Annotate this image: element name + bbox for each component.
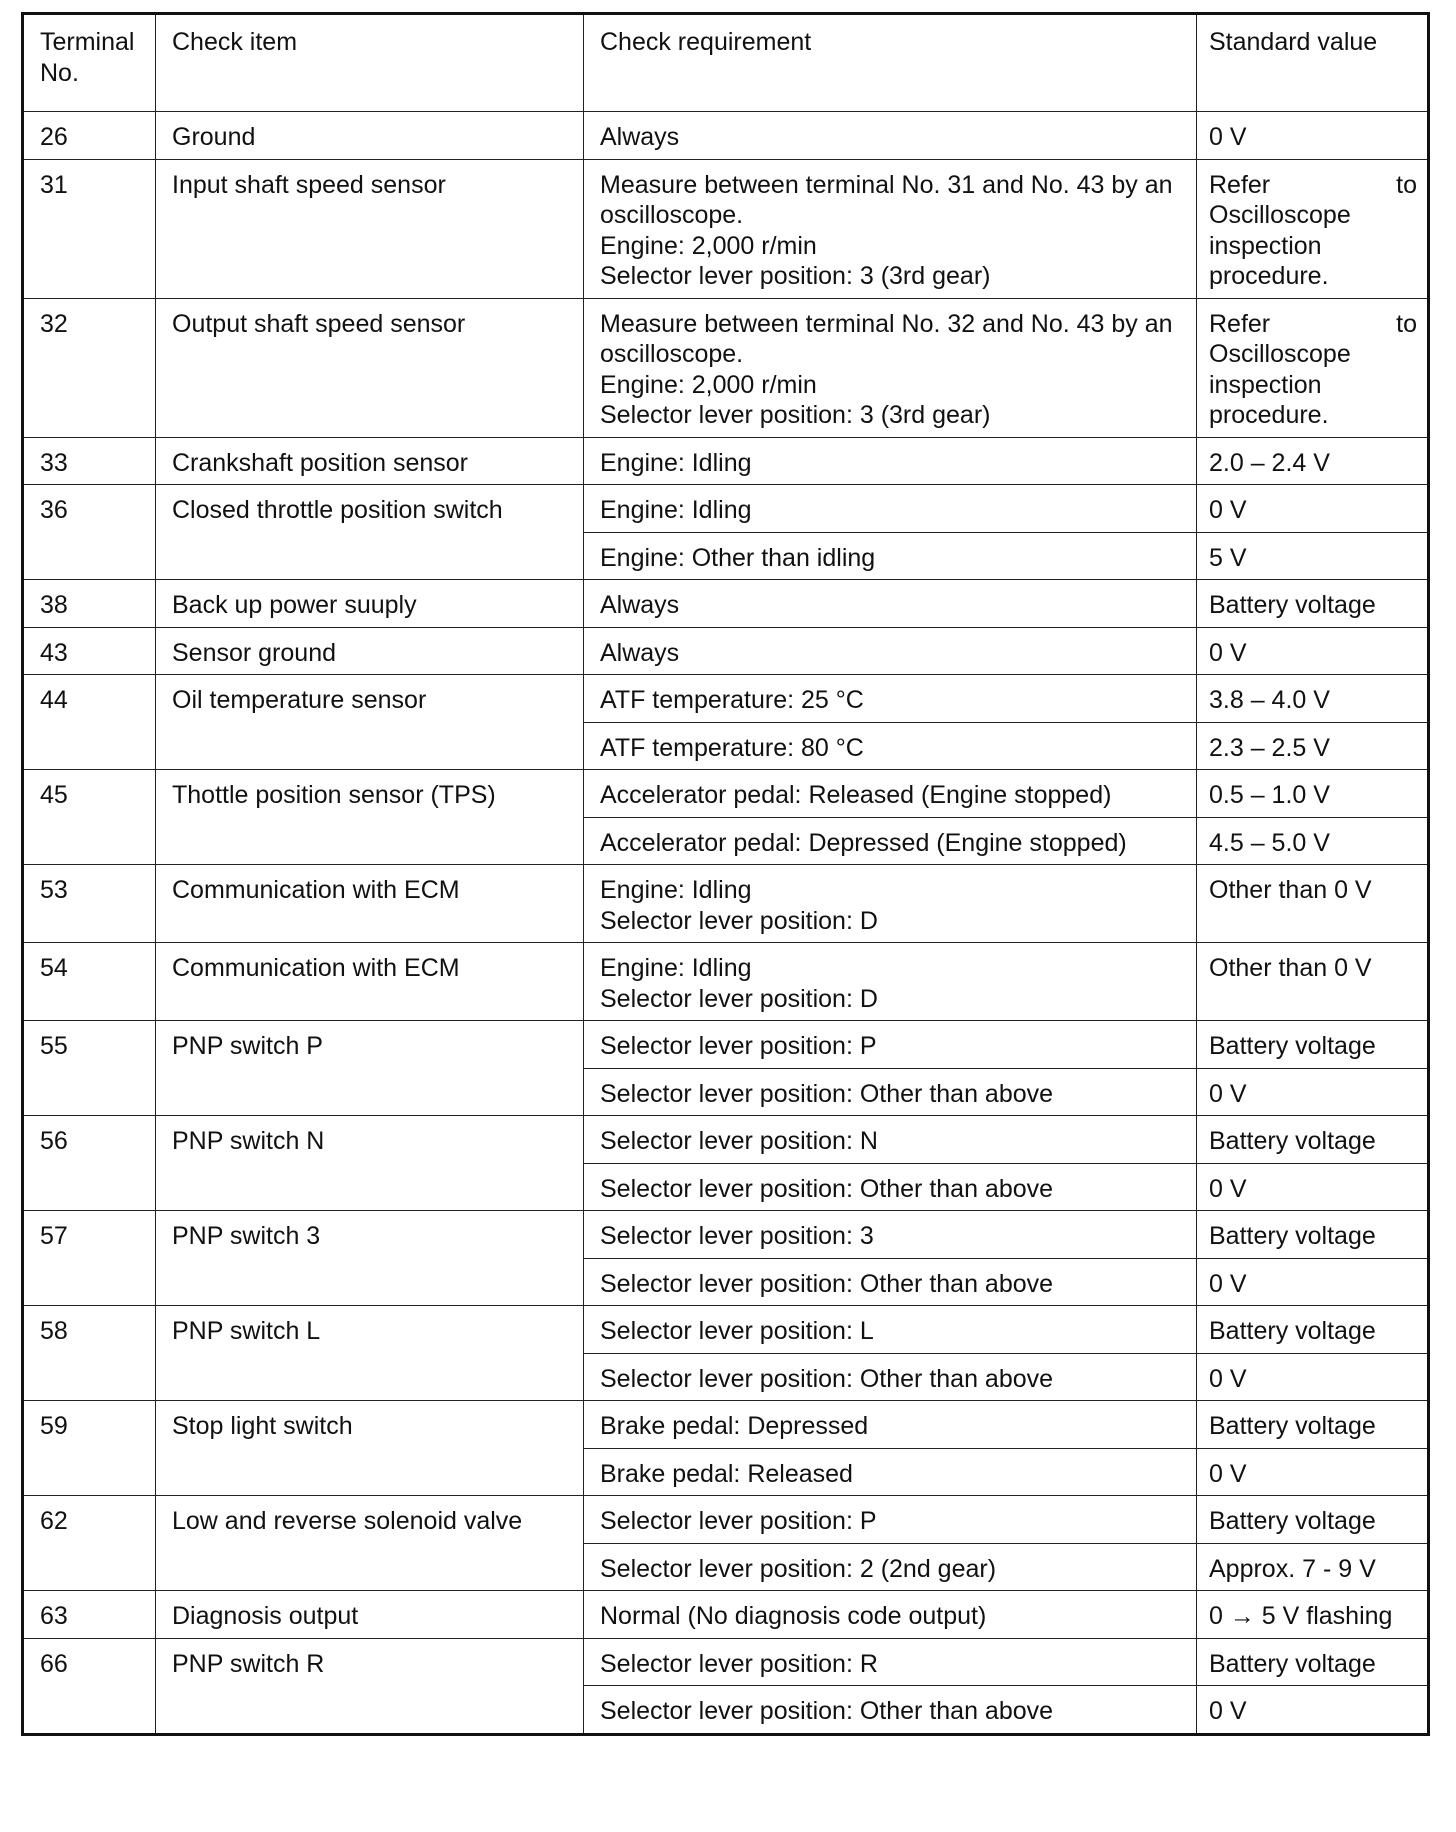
requirement-line: Selector lever position: Other than above — [600, 1364, 1054, 1393]
check-item-cell: PNP switch R — [156, 1638, 584, 1734]
table-row — [23, 1116, 1429, 1164]
terminal-no-cell: 54 — [23, 943, 156, 1021]
requirement-line: Always — [600, 591, 680, 619]
standard-value-cell: 0 V — [1197, 485, 1429, 533]
requirement-line: Selector lever position: Other than above — [600, 1079, 1054, 1108]
table-row — [23, 865, 1429, 943]
table-row — [23, 1021, 1429, 1069]
standard-value-cell: Battery voltage — [1197, 1211, 1429, 1259]
table-row — [23, 675, 1429, 723]
requirement-line: Brake pedal: Released — [600, 1459, 853, 1488]
check-requirement-cell — [584, 1306, 1197, 1354]
check-requirement-cell — [584, 1116, 1197, 1164]
standard-value-cell: 4.5 – 5.0 V — [1197, 817, 1429, 865]
check-requirement-cell — [584, 1638, 1197, 1686]
check-requirement-cell — [584, 437, 1197, 485]
standard-value-cell: 0 V — [1197, 1163, 1429, 1211]
standard-value-cell: Battery voltage — [1197, 1638, 1429, 1686]
requirement-line: Selector lever position: D — [600, 984, 878, 1013]
requirement-line: Selector lever position: L — [600, 1317, 874, 1345]
requirement-line: Accelerator pedal: Depressed (Engine stopped) — [600, 828, 1127, 857]
table-row — [23, 159, 1429, 298]
standard-value-cell: 5 V — [1197, 532, 1429, 580]
table-row — [23, 1638, 1429, 1686]
check-requirement-cell — [584, 1448, 1197, 1496]
header-terminal-line: Terminal — [40, 28, 135, 56]
table-row — [23, 485, 1429, 533]
terminal-no-cell: 26 — [23, 112, 156, 160]
check-item-cell: Low and reverse solenoid valve — [156, 1496, 584, 1591]
terminal-no-cell: 32 — [23, 298, 156, 437]
check-requirement-cell — [584, 1496, 1197, 1544]
table-row — [23, 437, 1429, 485]
check-requirement-cell — [584, 817, 1197, 865]
check-item-cell: Stop light switch — [156, 1401, 584, 1496]
check-item-cell: PNP switch N — [156, 1116, 584, 1211]
standard-value-cell: 2.0 – 2.4 V — [1197, 437, 1429, 485]
standard-value-cell: 2.3 – 2.5 V — [1197, 722, 1429, 770]
check-item-cell: Sensor ground — [156, 627, 584, 675]
check-item-cell: Communication with ECM — [156, 865, 584, 943]
table-row — [23, 298, 1429, 437]
requirement-line: Normal (No diagnosis code output) — [600, 1602, 987, 1630]
terminal-no-cell: 57 — [23, 1211, 156, 1306]
requirement-line: ATF temperature: 25 °C — [600, 686, 864, 714]
requirement-line: Always — [600, 123, 680, 151]
check-requirement-cell — [584, 1591, 1197, 1639]
requirement-line: Engine: Idling — [600, 954, 752, 982]
standard-value-cell: 0 V — [1197, 1353, 1429, 1401]
standard-value-cell: Other than 0 V — [1197, 943, 1429, 1021]
table-row — [23, 112, 1429, 160]
requirement-line: ATF temperature: 80 °C — [600, 733, 864, 762]
check-item-cell: Oil temperature sensor — [156, 675, 584, 770]
terminal-no-cell: 44 — [23, 675, 156, 770]
requirement-line: Measure between terminal No. 31 and No. 43 by an oscilloscope. — [600, 170, 1173, 229]
terminal-no-cell: 33 — [23, 437, 156, 485]
standard-value-cell: Battery voltage — [1197, 1496, 1429, 1544]
header-terminal-no — [23, 14, 156, 112]
requirement-line: Selector lever position: Other than above — [600, 1174, 1054, 1203]
requirement-line: Selector lever position: 3 (3rd gear) — [600, 262, 991, 290]
check-item-cell: PNP switch L — [156, 1306, 584, 1401]
table-row — [23, 770, 1429, 818]
check-item-cell: Ground — [156, 112, 584, 160]
check-requirement-cell — [584, 580, 1197, 628]
requirement-line: Selector lever position: 3 (3rd gear) — [600, 401, 991, 429]
check-requirement-cell — [584, 1686, 1197, 1735]
check-requirement-cell — [584, 1163, 1197, 1211]
check-requirement-cell — [584, 1021, 1197, 1069]
header-check-item: Check item — [156, 14, 584, 112]
check-item-cell: Input shaft speed sensor — [156, 159, 584, 298]
requirement-line: Engine: Idling — [600, 448, 752, 477]
table-row — [23, 1591, 1429, 1639]
check-item-cell: PNP switch 3 — [156, 1211, 584, 1306]
check-item-cell: Output shaft speed sensor — [156, 298, 584, 437]
requirement-line: Engine: Idling — [600, 496, 752, 524]
requirement-line: Engine: 2,000 r/min — [600, 370, 817, 399]
check-item-cell: Crankshaft position sensor — [156, 437, 584, 485]
requirement-line: Engine: Idling — [600, 876, 752, 904]
requirement-line: Brake pedal: Depressed — [600, 1412, 869, 1440]
standard-value-cell: Refer to Oscilloscope inspection procedure. — [1197, 298, 1429, 437]
check-requirement-cell — [584, 298, 1197, 437]
requirement-line: Selector lever position: R — [600, 1649, 878, 1678]
requirement-line: Accelerator pedal: Released (Engine stopped) — [600, 781, 1112, 809]
standard-value-cell: 3.8 – 4.0 V — [1197, 675, 1429, 723]
check-requirement-cell — [584, 112, 1197, 160]
standard-value-cell: 0.5 – 1.0 V — [1197, 770, 1429, 818]
standard-value-cell: 0 V — [1197, 1068, 1429, 1116]
requirement-line: Engine: Other than idling — [600, 543, 876, 572]
terminal-no-cell: 55 — [23, 1021, 156, 1116]
requirement-line: Selector lever position: Other than above — [600, 1269, 1054, 1298]
check-requirement-cell — [584, 627, 1197, 675]
standard-value-cell: Refer to Oscilloscope inspection procedure. — [1197, 159, 1429, 298]
terminal-check-table — [21, 12, 1430, 1736]
terminal-no-cell: 38 — [23, 580, 156, 628]
terminal-no-cell: 43 — [23, 627, 156, 675]
check-item-cell: PNP switch P — [156, 1021, 584, 1116]
standard-value-cell: 0 V — [1197, 112, 1429, 160]
requirement-line: Selector lever position: D — [600, 906, 878, 935]
check-requirement-cell — [584, 485, 1197, 533]
table-row — [23, 943, 1429, 1021]
table-header — [23, 14, 1429, 112]
table-row — [23, 1211, 1429, 1259]
check-requirement-cell — [584, 1353, 1197, 1401]
requirement-line: Selector lever position: P — [600, 1507, 877, 1535]
table-body — [23, 112, 1429, 1735]
terminal-no-cell: 31 — [23, 159, 156, 298]
standard-value-cell: 0 → 5 V flashing — [1197, 1591, 1429, 1639]
terminal-check-table-page — [21, 12, 1427, 1736]
standard-value-cell: 0 V — [1197, 1448, 1429, 1496]
standard-value-cell: 0 V — [1197, 1258, 1429, 1306]
check-requirement-cell — [584, 865, 1197, 943]
check-requirement-cell — [584, 1068, 1197, 1116]
terminal-no-cell: 56 — [23, 1116, 156, 1211]
table-row — [23, 1306, 1429, 1354]
check-item-cell: Back up power suuply — [156, 580, 584, 628]
standard-value-cell: Battery voltage — [1197, 1021, 1429, 1069]
check-requirement-cell — [584, 1543, 1197, 1591]
requirement-line: Measure between terminal No. 32 and No. 43 by an oscilloscope. — [600, 309, 1173, 368]
check-requirement-cell — [584, 770, 1197, 818]
table-row — [23, 1401, 1429, 1449]
terminal-no-cell: 45 — [23, 770, 156, 865]
standard-value-cell: Battery voltage — [1197, 580, 1429, 628]
terminal-no-cell: 62 — [23, 1496, 156, 1591]
terminal-no-cell: 58 — [23, 1306, 156, 1401]
requirement-line: Engine: 2,000 r/min — [600, 231, 817, 260]
header-check-requirement: Check requirement — [584, 14, 1197, 112]
table-row — [23, 627, 1429, 675]
terminal-no-cell: 59 — [23, 1401, 156, 1496]
check-requirement-cell — [584, 675, 1197, 723]
check-item-cell: Diagnosis output — [156, 1591, 584, 1639]
requirement-line: Selector lever position: N — [600, 1127, 878, 1155]
header-standard-value: Standard value — [1197, 14, 1429, 112]
check-item-cell: Thottle position sensor (TPS) — [156, 770, 584, 865]
standard-value-cell: Battery voltage — [1197, 1116, 1429, 1164]
header-terminal-line: No. — [40, 58, 79, 87]
standard-value-cell: 0 V — [1197, 627, 1429, 675]
check-requirement-cell — [584, 159, 1197, 298]
check-requirement-cell — [584, 943, 1197, 1021]
requirement-line: Selector lever position: P — [600, 1032, 877, 1060]
check-requirement-cell — [584, 532, 1197, 580]
table-row — [23, 580, 1429, 628]
table-row — [23, 1496, 1429, 1544]
requirement-line: Selector lever position: 3 — [600, 1222, 874, 1250]
terminal-no-cell: 63 — [23, 1591, 156, 1639]
check-requirement-cell — [584, 1258, 1197, 1306]
standard-value-cell: Battery voltage — [1197, 1401, 1429, 1449]
check-requirement-cell — [584, 722, 1197, 770]
terminal-no-cell: 36 — [23, 485, 156, 580]
standard-value-cell: 0 V — [1197, 1686, 1429, 1735]
standard-value-cell: Battery voltage — [1197, 1306, 1429, 1354]
standard-value-cell: Approx. 7 - 9 V — [1197, 1543, 1429, 1591]
requirement-line: Selector lever position: 2 (2nd gear) — [600, 1554, 997, 1583]
check-item-cell: Closed throttle position switch — [156, 485, 584, 580]
check-item-cell: Communication with ECM — [156, 943, 584, 1021]
check-requirement-cell — [584, 1211, 1197, 1259]
terminal-no-cell: 66 — [23, 1638, 156, 1734]
requirement-line: Always — [600, 638, 680, 667]
terminal-no-cell: 53 — [23, 865, 156, 943]
requirement-line: Selector lever position: Other than above — [600, 1697, 1054, 1725]
standard-value-cell: Other than 0 V — [1197, 865, 1429, 943]
check-requirement-cell — [584, 1401, 1197, 1449]
